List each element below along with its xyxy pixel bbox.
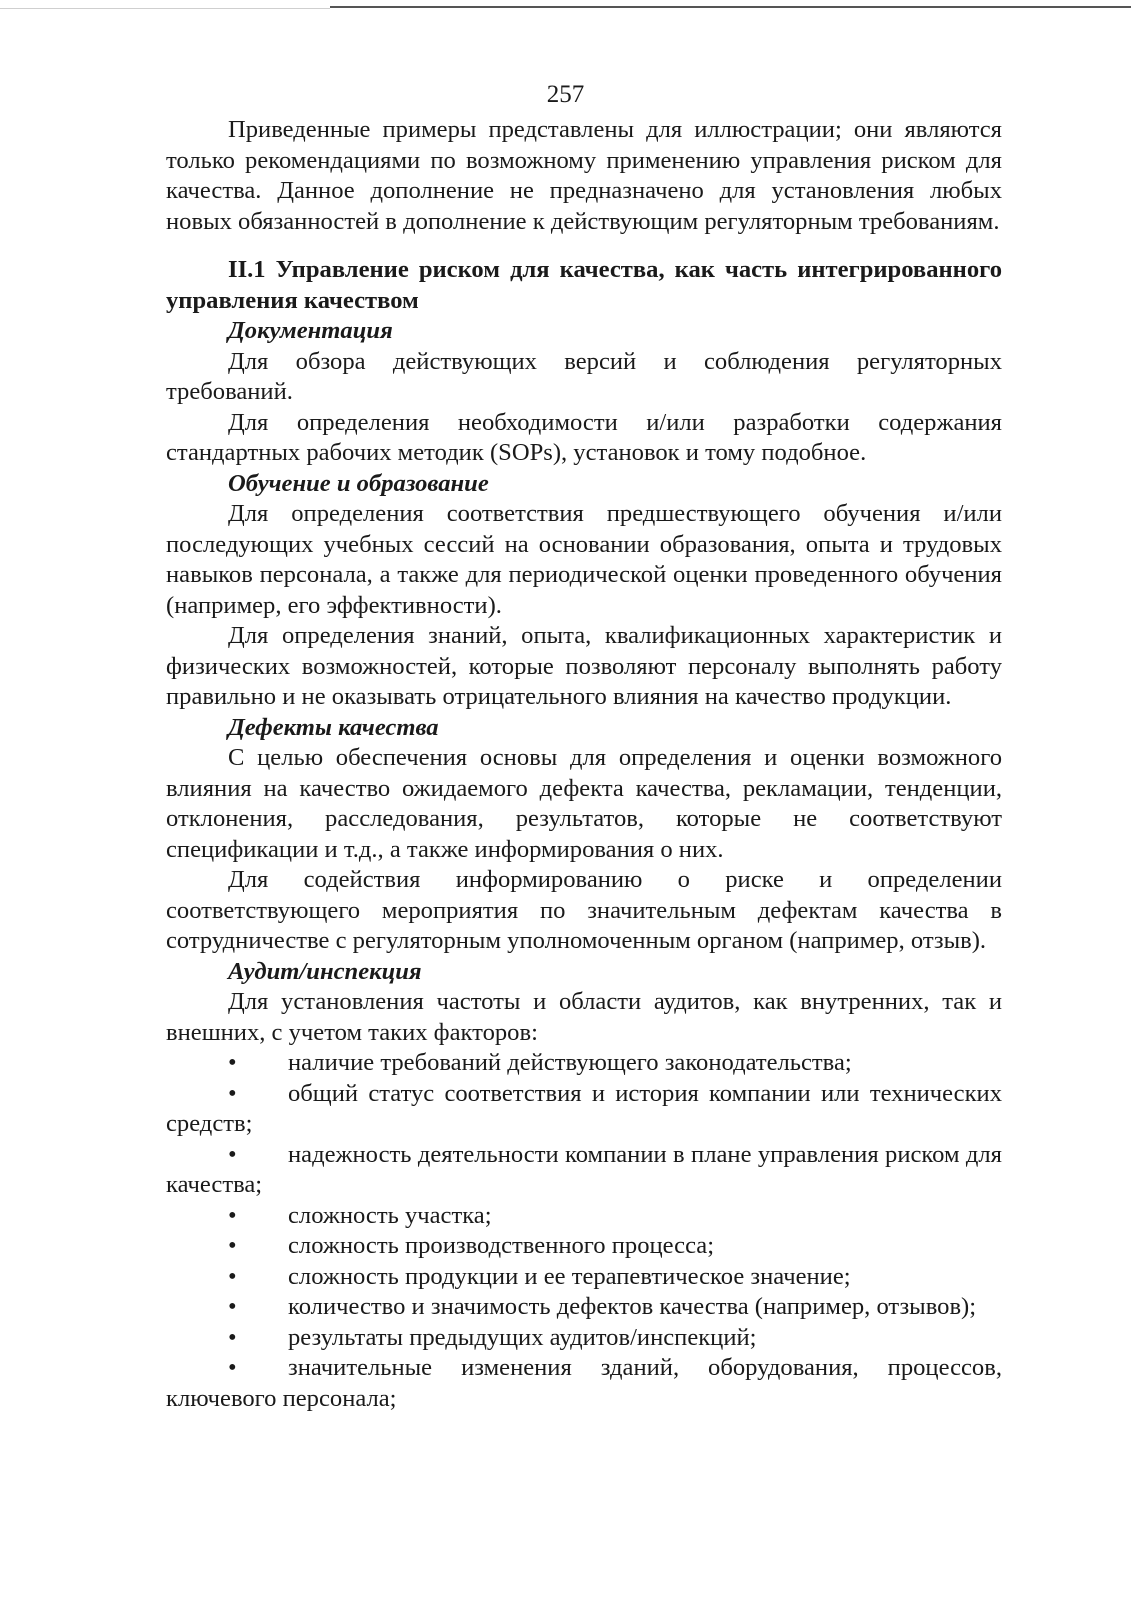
- bullet-icon: •: [228, 1049, 237, 1076]
- list-item: • наличие требований действующего законодательства;: [166, 1048, 1002, 1079]
- paragraph: Для определения соответствия предшествующего обучения и/или последующих учебных сессий на основании образования, опыта и трудовых навыков персонала, а также для периодической оценки проведенного обучения (например, его эффективности).: [166, 500, 1002, 619]
- page-body: [166, 115, 1002, 1414]
- section-heading: II.1 Управление риском для качества, как часть интегрированного управления качеством: [166, 256, 1002, 314]
- bullet-icon: •: [228, 1323, 237, 1351]
- list-item: • надежность деятельности компании в плане управления риском для качества;: [166, 1140, 1002, 1198]
- bullet-icon: •: [228, 1201, 237, 1229]
- subheading-documentation: Документация: [228, 317, 393, 344]
- list-item: • значительные изменения зданий, оборудования, процессов, ключевого персонала;: [166, 1354, 1002, 1412]
- list-item: • сложность производственного процесса;: [166, 1231, 1002, 1262]
- paragraph: Для определения знаний, опыта, квалификационных характеристик и физических возможностей, которые позволяют персоналу выполнять работу правильно и не оказывать отрицательного влияния на качество продукции.: [166, 622, 1002, 710]
- bullet-icon: •: [228, 1293, 237, 1320]
- scan-edge-line-faint: [0, 8, 330, 9]
- list-item: • сложность продукции и ее терапевтическое значение;: [166, 1262, 1002, 1293]
- bullet-icon: •: [228, 1262, 237, 1290]
- paragraph: Для обзора действующих версий и соблюдения регуляторных требований.: [166, 347, 1002, 405]
- bullet-icon: •: [228, 1140, 237, 1168]
- scan-edge-line: [330, 6, 1131, 8]
- paragraph: Для установления частоты и области аудитов, как внутренних, так и внешних, с учетом таких факторов:: [166, 988, 1002, 1046]
- paragraph: Для содействия информированию о риске и определении соответствующего мероприятия по значительным дефектам качества в сотрудничестве с регуляторным уполномоченным органом (например, отзыв).: [166, 866, 1002, 954]
- list-item: • сложность участка;: [166, 1201, 1002, 1232]
- list-item: • количество и значимость дефектов качества (например, отзывов);: [166, 1292, 1002, 1323]
- list-item: • общий статус соответствия и история компании или технических средств;: [166, 1079, 1002, 1137]
- page-number: 257: [546, 81, 585, 108]
- bullet-icon: •: [228, 1232, 237, 1259]
- subheading-audit: Аудит/инспекция: [228, 957, 422, 985]
- paragraph: С целью обеспечения основы для определения и оценки возможного влияния на качество ожидаемого дефекта качества, рекламации, тенденции, отклонения, расследования, результатов, которые не соответствуют спецификации и т.д., а также информирования о них.: [166, 744, 1002, 863]
- bullet-icon: •: [228, 1079, 237, 1107]
- subheading-defects: Дефекты качества: [228, 713, 439, 741]
- audit-factors-list: [166, 1048, 1002, 1414]
- intro-paragraph: Приведенные примеры представлены для иллюстрации; они являются только рекомендациями по возможному применению управления риском для качества. Данное дополнение не предназначено для установления любых новых обязанностей в дополнение к действующим регуляторным требованиям.: [166, 116, 1002, 235]
- list-item: • результаты предыдущих аудитов/инспекций;: [166, 1323, 1002, 1354]
- paragraph: Для определения необходимости и/или разработки содержания стандартных рабочих методик (SOPs), установок и тому подобное.: [166, 408, 1002, 466]
- subheading-training: Обучение и образование: [228, 469, 489, 497]
- bullet-icon: •: [228, 1354, 237, 1381]
